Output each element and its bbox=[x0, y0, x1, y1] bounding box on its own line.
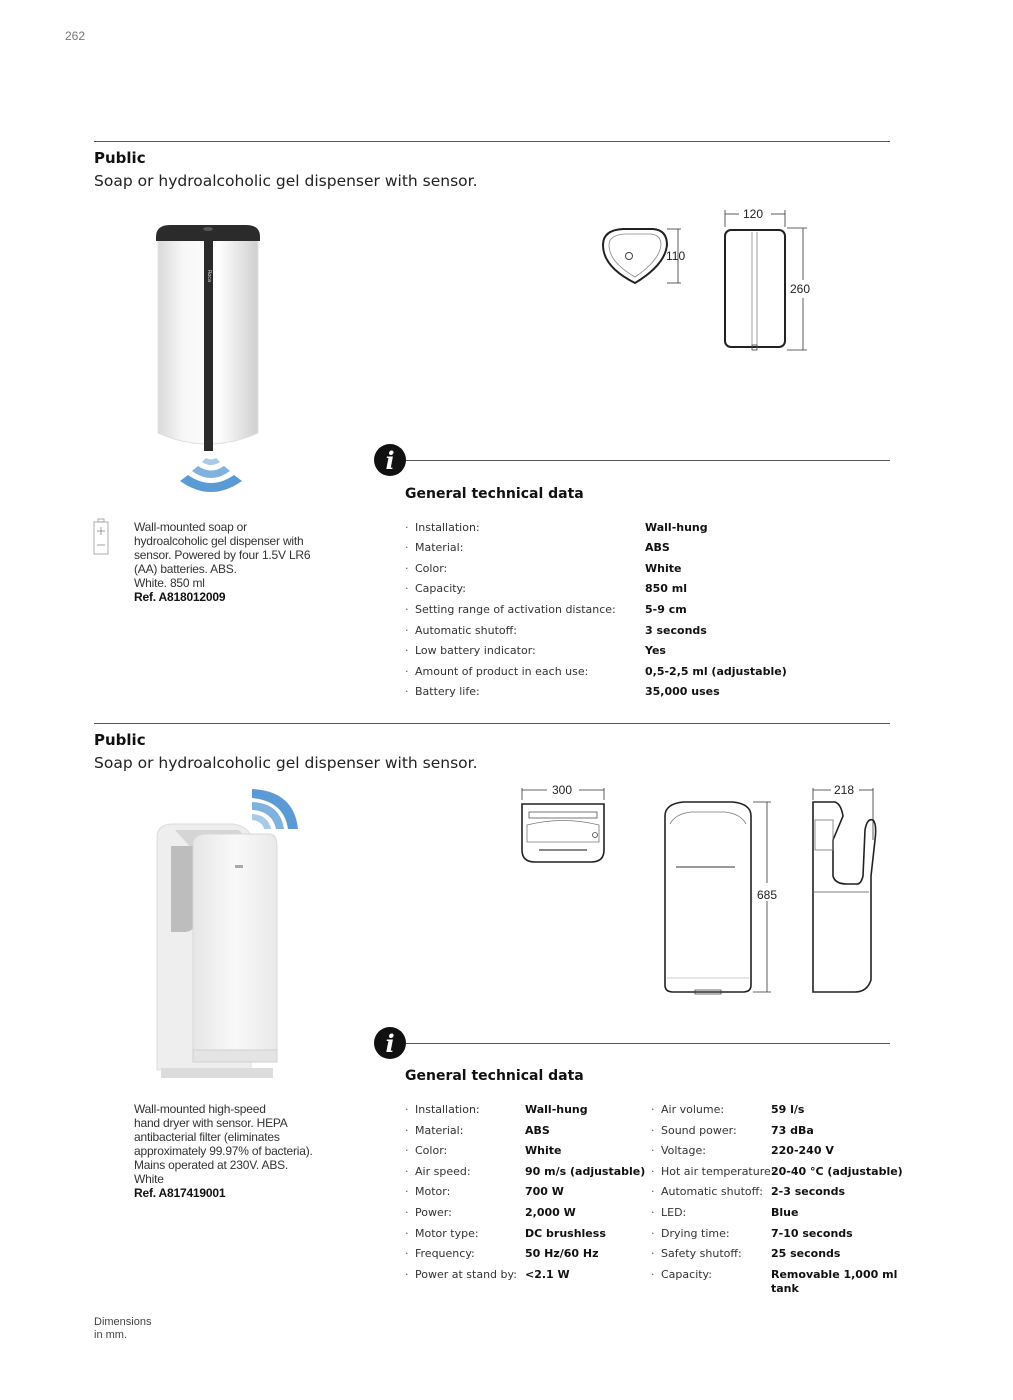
description-line: Mains operated at 230V. ABS. bbox=[134, 1158, 289, 1172]
dimension-drawing-soap bbox=[595, 205, 825, 355]
description-line: hydroalcoholic gel dispenser with bbox=[134, 534, 304, 548]
footnote-line: Dimensions bbox=[94, 1316, 152, 1328]
spec-row: · Hot air temperature: 20-40 °C (adjustable) bbox=[651, 1165, 903, 1178]
spec-row: · Color: White bbox=[405, 562, 682, 575]
spec-row: · Sound power: 73 dBa bbox=[651, 1124, 814, 1137]
section-subtitle: Soap or hydroalcoholic gel dispenser with sensor. bbox=[94, 172, 478, 190]
soap-dispenser-image bbox=[150, 215, 270, 495]
description-line: antibacterial filter (eliminates bbox=[134, 1130, 280, 1144]
spec-row: · Power at stand by: <2.1 W bbox=[405, 1268, 570, 1281]
spec-row: · Air volume: 59 l/s bbox=[651, 1103, 805, 1116]
spec-row: · LED: Blue bbox=[651, 1206, 799, 1219]
tech-data-title: General technical data bbox=[405, 486, 584, 502]
spec-row: · Motor: 700 W bbox=[405, 1185, 564, 1198]
product-reference: Ref. A818012009 bbox=[134, 590, 226, 604]
info-divider bbox=[406, 460, 890, 461]
dim-height-label: 260 bbox=[790, 282, 811, 296]
spec-row: · Amount of product in each use: 0,5-2,5 ml (adjustable) bbox=[405, 665, 787, 678]
spec-row: · Low battery indicator: Yes bbox=[405, 644, 666, 657]
description-line: White bbox=[134, 1172, 164, 1186]
dim-width-label: 120 bbox=[743, 207, 764, 221]
section-divider bbox=[94, 723, 890, 724]
description-line: sensor. Powered by four 1.5V LR6 bbox=[134, 548, 311, 562]
description-line: Wall-mounted soap or bbox=[134, 520, 247, 534]
section-category: Public bbox=[94, 731, 146, 749]
battery-icon bbox=[93, 518, 109, 556]
spec-row: · Installation: Wall-hung bbox=[405, 521, 708, 534]
description-line: Wall-mounted high-speed bbox=[134, 1102, 266, 1116]
dim-height-label: 685 bbox=[757, 888, 778, 902]
spec-row: · Battery life: 35,000 uses bbox=[405, 685, 720, 698]
spec-row: · Material: ABS bbox=[405, 1124, 550, 1137]
spec-row: · Capacity: 850 ml bbox=[405, 582, 688, 595]
product-description bbox=[134, 520, 310, 604]
spec-row: · Setting range of activation distance: 5-9 cm bbox=[405, 603, 687, 616]
spec-row: · Motor type: DC brushless bbox=[405, 1227, 606, 1240]
spec-row: · Automatic shutoff: 3 seconds bbox=[405, 624, 707, 637]
spec-row: · Material: ABS bbox=[405, 541, 670, 554]
tech-data-title: General technical data bbox=[405, 1068, 584, 1084]
info-icon: i bbox=[374, 1027, 406, 1059]
dim-width-label: 300 bbox=[552, 783, 573, 797]
spec-row: · Installation: Wall-hung bbox=[405, 1103, 588, 1116]
section-subtitle: Soap or hydroalcoholic gel dispenser with sensor. bbox=[94, 754, 478, 772]
product-description bbox=[134, 1102, 313, 1200]
sensor-waves-icon bbox=[178, 455, 244, 495]
brand-mark: Roca bbox=[206, 270, 212, 283]
description-line: White. 850 ml bbox=[134, 576, 205, 590]
description-line: approximately 99.97% of bacteria). bbox=[134, 1144, 313, 1158]
section-divider bbox=[94, 141, 890, 142]
spec-row: · Frequency: 50 Hz/60 Hz bbox=[405, 1247, 599, 1260]
dim-depth-label: 218 bbox=[834, 783, 855, 797]
product-reference: Ref. A817419001 bbox=[134, 1186, 226, 1200]
dimension-drawing-dryer bbox=[515, 780, 885, 995]
description-line: (AA) batteries. ABS. bbox=[134, 562, 237, 576]
spec-row: · Drying time: 7-10 seconds bbox=[651, 1227, 853, 1240]
footnote-line: in mm. bbox=[94, 1329, 127, 1341]
spec-row: · Voltage: 220-240 V bbox=[651, 1144, 834, 1157]
spec-row: · Capacity: Removable 1,000 ml tank bbox=[651, 1268, 898, 1295]
dimensions-footnote bbox=[94, 1316, 151, 1342]
spec-row: · Safety shutoff: 25 seconds bbox=[651, 1247, 841, 1260]
spec-row: · Color: White bbox=[405, 1144, 562, 1157]
info-divider bbox=[406, 1043, 890, 1044]
spec-row: · Automatic shutoff: 2-3 seconds bbox=[651, 1185, 846, 1198]
spec-row: · Air speed: 90 m/s (adjustable) bbox=[405, 1165, 646, 1178]
section-category: Public bbox=[94, 149, 146, 167]
dim-depth-label: 110 bbox=[666, 249, 686, 263]
description-line: hand dryer with sensor. HEPA bbox=[134, 1116, 288, 1130]
spec-row: · Power: 2,000 W bbox=[405, 1206, 576, 1219]
info-icon: i bbox=[374, 444, 406, 476]
page-number: 262 bbox=[65, 29, 86, 43]
hand-dryer-image bbox=[153, 820, 283, 1085]
